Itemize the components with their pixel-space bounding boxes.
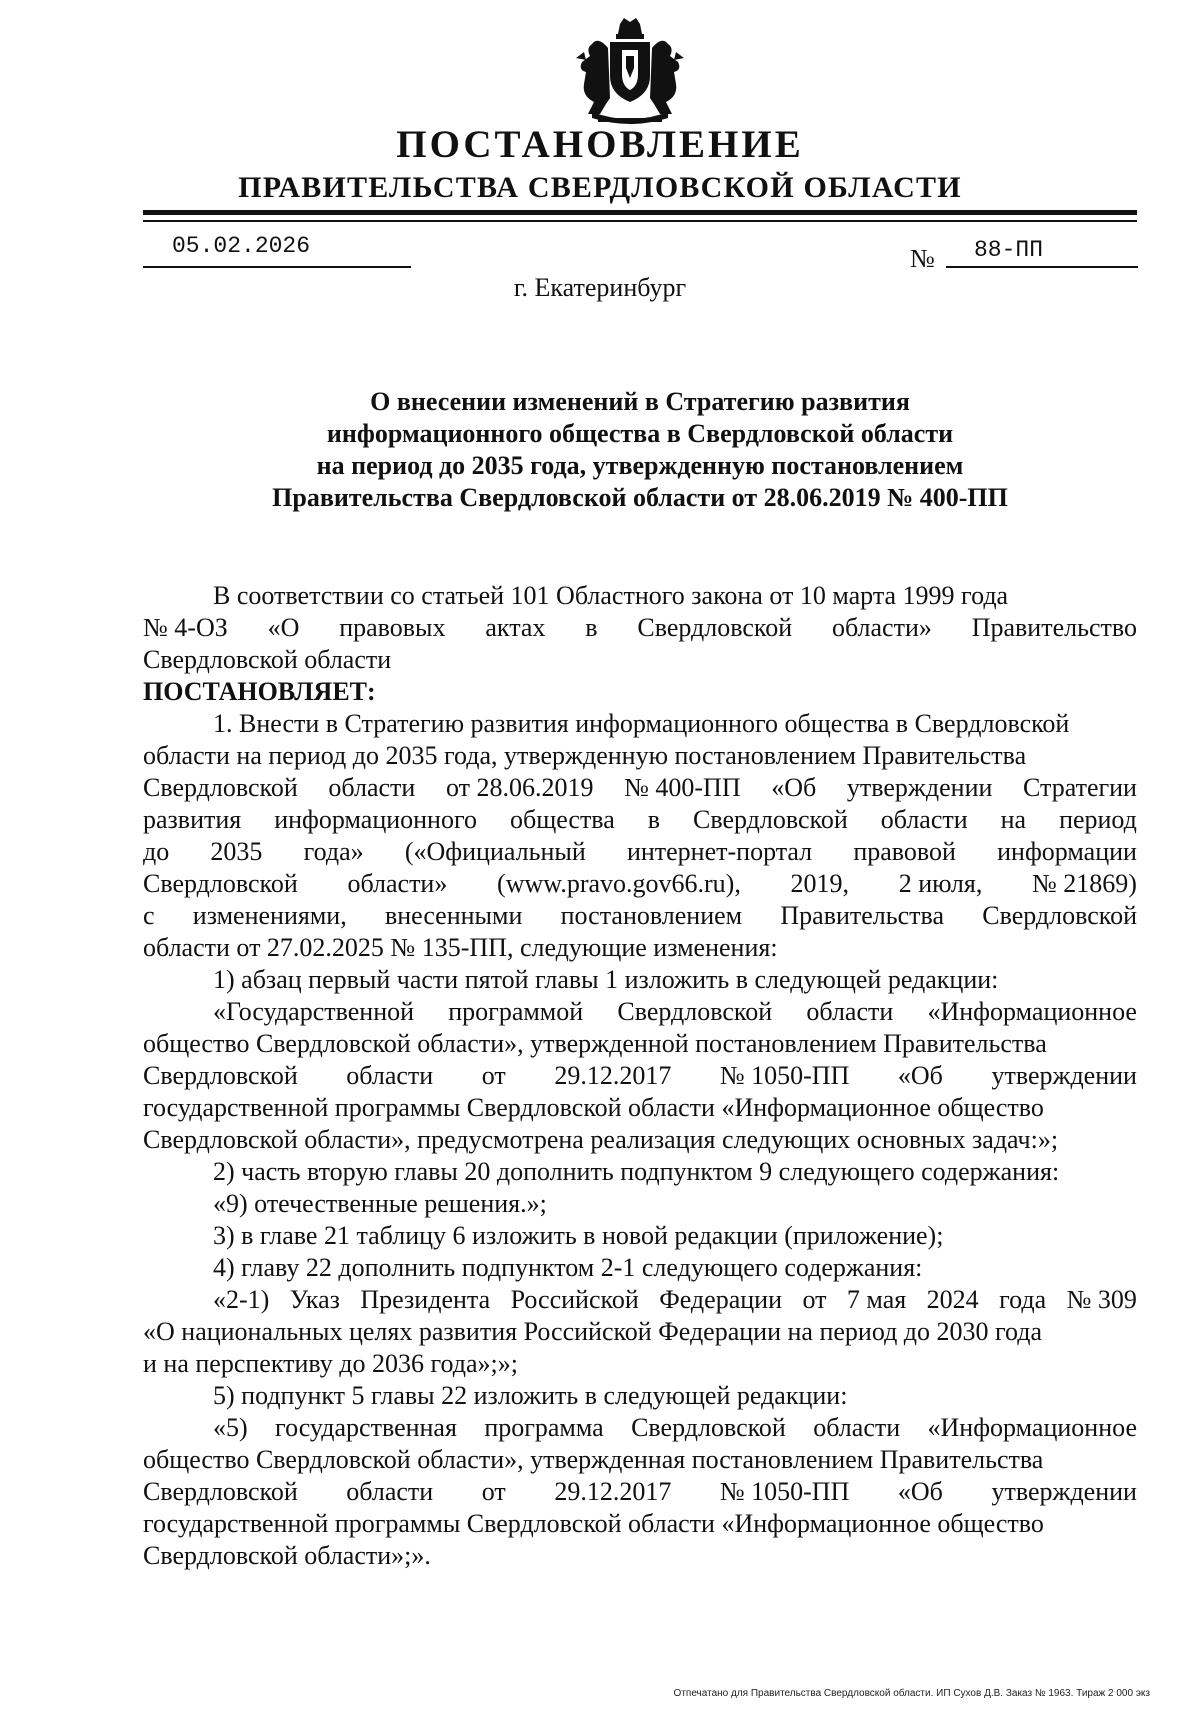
body-line: области на период до 2035 года, утвержденную постановлением Правительства bbox=[143, 741, 1027, 770]
body-line: В соответствии со статьей 101 Областного закона от 10 марта 1999 года bbox=[213, 581, 1009, 610]
body-line: 4) главу 22 дополнить подпунктом 2-1 следующего содержания: bbox=[213, 1253, 923, 1282]
header-rule-thin bbox=[143, 220, 1137, 222]
body-line: общество Свердловской области», утвержденная постановлением Правительства bbox=[143, 1445, 1044, 1474]
body-line: «9) отечественные решения.»; bbox=[213, 1189, 547, 1218]
heading-line: Правительства Свердловской области от 28.06.2019 № 400-ПП bbox=[272, 483, 1008, 512]
body-line: Свердловской области»;». bbox=[143, 1541, 431, 1570]
body-line: Свердловской области», предусмотрена реализация следующих основных задач:»; bbox=[143, 1125, 1059, 1154]
body-line: Свердловской области» (www.pravo.gov66.ru), 2019, 2 июля, № 21869) bbox=[143, 869, 1137, 898]
date-underline bbox=[143, 266, 411, 268]
body-line: «О национальных целях развития Российской Федерации на период до 2030 года bbox=[143, 1317, 1043, 1346]
number-underline bbox=[946, 266, 1138, 268]
heading-line: на период до 2035 года, утвержденную постановлением bbox=[316, 451, 964, 480]
body-line: 1) абзац первый части пятой главы 1 изложить в следующей редакции: bbox=[213, 965, 999, 994]
body-line: развития информационного общества в Свердловской области на период bbox=[143, 805, 1137, 834]
body-line: Свердловской области от 28.06.2019 № 400-ПП «Об утверждении Стратегии bbox=[143, 773, 1137, 802]
body-line: до 2035 года» («Официальный интернет-портал правовой информации bbox=[143, 837, 1137, 866]
body-line: Свердловской области от 29.12.2017 № 1050-ПП «Об утверждении bbox=[143, 1061, 1137, 1090]
document-date: 05.02.2026 bbox=[172, 233, 311, 259]
document-city: г. Екатеринбург bbox=[513, 273, 687, 302]
body-line: области от 27.02.2025 № 135-ПП, следующие изменения: bbox=[143, 933, 778, 962]
body-line: и на перспективу до 2036 года»;»; bbox=[143, 1349, 518, 1378]
body-line: 5) подпункт 5 главы 22 изложить в следующей редакции: bbox=[213, 1381, 848, 1410]
body-line: Свердловской области от 29.12.2017 № 1050-ПП «Об утверждении bbox=[143, 1477, 1137, 1506]
coat-of-arms-icon bbox=[568, 18, 692, 126]
header-rule-thick bbox=[143, 210, 1137, 215]
body-line: государственной программы Свердловской области «Информационное общество bbox=[143, 1093, 1044, 1122]
number-sign: № bbox=[910, 244, 935, 273]
resolves-heading: ПОСТАНОВЛЯЕТ: bbox=[143, 677, 376, 706]
body-line: с изменениями, внесенными постановлением Правительства Свердловской bbox=[143, 901, 1137, 930]
body-line: 1. Внести в Стратегию развития информационного общества в Свердловской bbox=[213, 709, 1070, 738]
body-line: «Государственной программой Свердловской области «Информационное bbox=[213, 997, 1137, 1026]
document-subtitle: ПРАВИТЕЛЬСТВА СВЕРДЛОВСКОЙ ОБЛАСТИ bbox=[238, 171, 962, 204]
body-line: № 4-ОЗ «О правовых актах в Свердловской области» Правительство bbox=[143, 613, 1137, 642]
body-line: 2) часть вторую главы 20 дополнить подпунктом 9 следующего содержания: bbox=[213, 1157, 1060, 1186]
heading-line: О внесении изменений в Стратегию развития bbox=[370, 387, 910, 416]
print-footer: Отпечатано для Правительства Свердловской области. ИП Сухов Д.В. Заказ № 1963. Тираж 2 000 экз bbox=[673, 1688, 1150, 1699]
body-line: «2-1) Указ Президента Российской Федерации от 7 мая 2024 года № 309 bbox=[213, 1285, 1137, 1314]
body-line: 3) в главе 21 таблицу 6 изложить в новой редакции (приложение); bbox=[213, 1221, 944, 1250]
heading-line: информационного общества в Свердловской области bbox=[326, 419, 954, 448]
document-number: 88-ПП bbox=[974, 237, 1044, 263]
body-line: «5) государственная программа Свердловской области «Информационное bbox=[213, 1413, 1137, 1442]
document-title: ПОСТАНОВЛЕНИЕ bbox=[396, 123, 804, 166]
body-line: Свердловской области bbox=[143, 645, 392, 674]
body-line: общество Свердловской области», утвержденной постановлением Правительства bbox=[143, 1029, 1047, 1058]
body-line: государственной программы Свердловской области «Информационное общество bbox=[143, 1509, 1044, 1538]
